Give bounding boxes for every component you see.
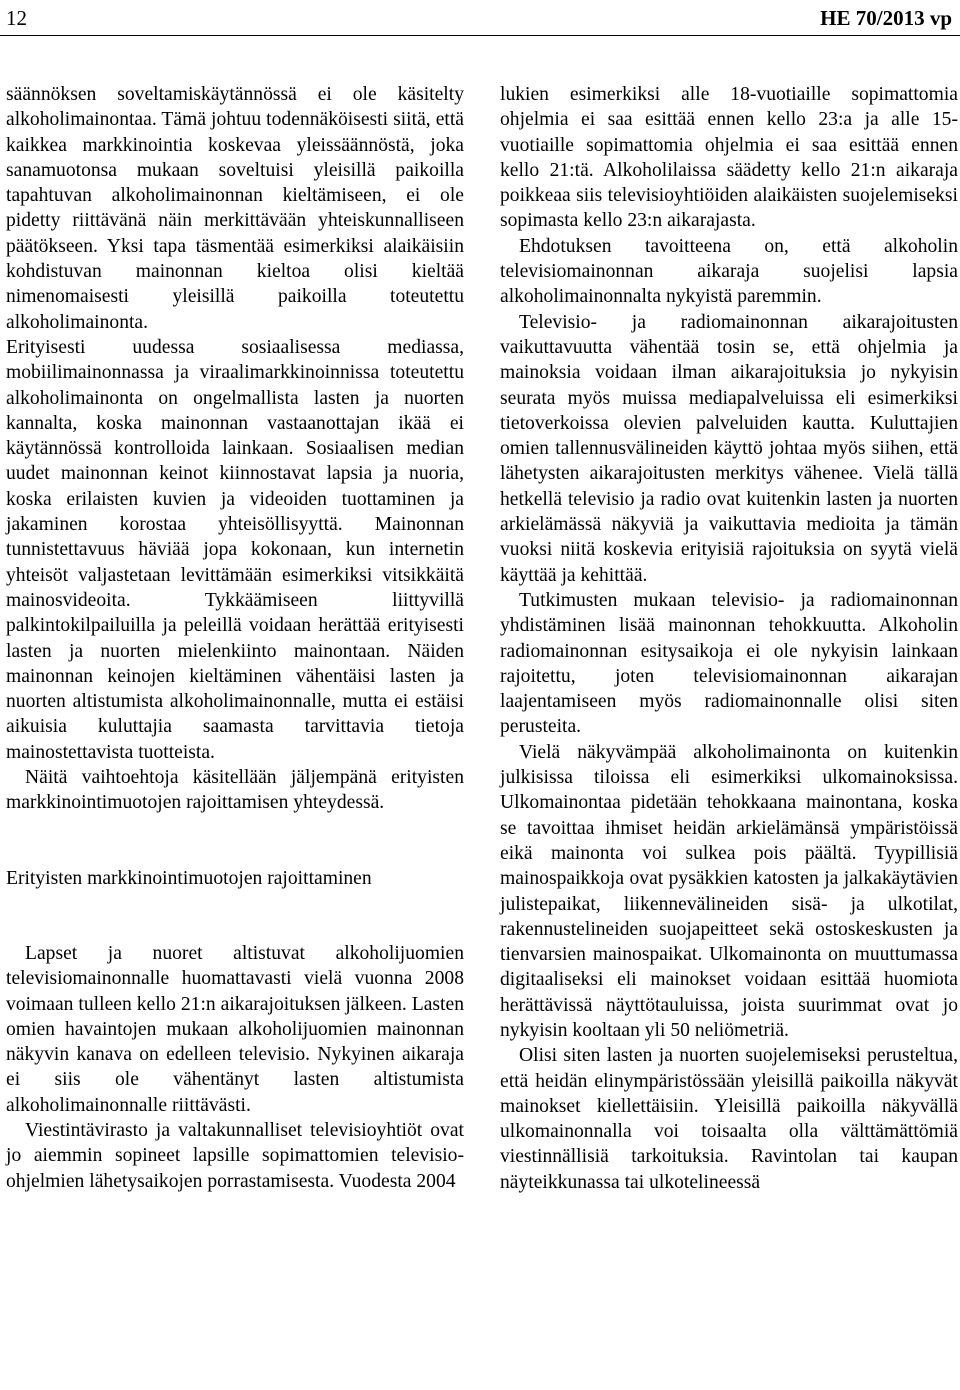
page-number: 12 — [6, 6, 27, 30]
paragraph: Ehdotuksen tavoitteena on, että alkoholin televisiomainonnan aikaraja suojelisi lapsia alkoholimainonnalta nykyistä paremmin. — [500, 235, 958, 308]
page-header — [0, 0, 960, 40]
paragraph: Lapset ja nuoret altistuvat alkoholijuomien televisiomainonnalle huomattavasti vielä vuonna 2008 voimaan tulleen kello 21:n aikarajoituksen jälkeen. Lasten omien havaintojen mukaan alkoholijuomien mainonnan näkyvin kanava on edelleen televisio. Nykyinen aikaraja ei siis ole vähentänyt lasten altistumista alkoholimainonnalle riittävästi. — [6, 942, 464, 1116]
paragraph: Näitä vaihtoehtoja käsitellään jäljempänä erityisten markkinointimuotojen rajoittamisen yhteydessä. — [6, 767, 464, 814]
paragraph: Vielä näkyvämpää alkoholimainonta on kuitenkin julkisissa tiloissa eli esimerkiksi ulkomainoksissa. Ulkomainontaa pidetään tehokkaana mainontana, koska se tavoittaa ihmiset heidän arkielämänsä ympäristöissä eikä mainonta voi sulkea pois päältä. Tyypillisiä mainospaikkoja ovat pysäkkien katosten ja jalkakäytävien julistepaikat, liikennevälineiden sisä- ja ulkotilat, rakennustelineiden suojapeitteet sekä ostoskeskusten ja tienvarsien mainospaikat. Ulkomainonta on muuttumassa digitaaliseksi eli mainokset voidaan esittää huomiota herättävissä näyttötauluissa, joista suurimmat ovat jo nykyisin kooltaan yli 50 neliömetriä. — [500, 741, 958, 1041]
left-column — [6, 82, 464, 1194]
paragraph: Tutkimusten mukaan televisio- ja radiomainonnan yhdistäminen lisää mainonnan tehokkuutta. Alkoholin radiomainonnan esitysaikoja ei ole nykyisin lainkaan rajoitettu, joten televisiomainonnan aikarajan laajentamiseen myös radiomainonnalle olisi siten perusteita. — [500, 589, 958, 738]
document-id: HE 70/2013 vp — [820, 6, 952, 30]
header-divider — [0, 35, 960, 36]
paragraph: Olisi siten lasten ja nuorten suojelemiseksi perusteltua, että heidän elinympäristössään yleisillä paikoilla näkyvät mainokset kiellettäisiin. Yleisillä paikoilla näkyvällä ulkomainonnalla voi toisaalta olla välttämättömiä viestinnällisiä tarkoituksia. Ravintolan tai kaupan näyteikkunassa tai ulkoteline​essä — [500, 1045, 958, 1193]
paragraph: Viestintävirasto ja valtakunnalliset televisioyhtiöt ovat jo aiemmin sopineet lapsille sopimattomien televisio-ohjelmien lähetysaikojen porrastamisesta. Vuodesta 2004 — [6, 1119, 464, 1192]
section-heading: Erityisten markkinointimuotojen rajoittaminen — [6, 867, 372, 889]
paragraph: Televisio- ja radiomainonnan aikarajoitusten vaikuttavuutta vähentää tosin se, että ohjelmia ja mainoksia voidaan ilman aikarajoituksia jo nykyisin seurata myös muissa mediapalveluissa eli esimerkiksi tietoverkoissa olevien palveluiden kautta. Kuluttajien omien tallennusvälineiden käyttö johtaa myös siihen, että lähetysten aikarajoitusten merkitys vähenee. Vielä tällä hetkellä televisio ja radio ovat kuitenkin lasten ja nuorten arkielämässä näkyviä ja vaikuttavia medioita ja tämän vuoksi niitä koskevia erityisiä rajoituksia on syytä vielä käyttää ja kehittää. — [500, 311, 958, 586]
paragraph: säännöksen soveltamiskäytännössä ei ole käsitelty alkoholimainontaa. Tämä johtuu todennäköisesti siitä, että kaikkea markkinointia koskevaa yleissäännöstä, joka sanamuotonsa mukaan soveltuisi yleisillä paikoilla tapahtuvan alkoholimainonnan kieltämiseen, ei ole pidetty riittävänä näin merkittävään yhteiskunnalliseen päätökseen. Yksi tapa täsmentää esimerkiksi alaikäisiin kohdistuvan mainonnan kieltoa olisi kieltää nimenomaisesti yleisillä paikoilla toteutettu alkoholimainonta. — [6, 84, 464, 333]
right-column — [500, 82, 958, 1195]
paragraph: Erityisesti uudessa sosiaalisessa mediassa, mobiilimainonnassa ja viraalimarkkinoinnissa toteutettu alkoholimainonta on ongelmallista lasten ja nuorten kannalta, koska mainonnan vastaanottajan ikää ei käytännössä kontrolloida lainkaan. Sosiaalisen median uudet mainonnan keinot kiinnostavat lapsia ja nuoria, koska erilaisten kuvien ja videoiden tuottaminen ja jakaminen korostaa yhteisöllisyyttä. Mainonnan tunnistettavuus häviää jopa kokonaan, kun internetin yhteisöt valjastetaan levittämään esimerkiksi vitsikkäitä mainosvideoita. Tykkäämiseen liittyvillä palkintokilpailuilla ja peleillä voidaan herättää erityisesti lasten ja nuorten mielenkiinto mainontaan. Näiden mainonnan keinojen kieltäminen vähentäisi lasten ja nuorten altistumista alkoholimainonnalle, mutta ei estäisi aikuisia kuluttajia saamasta tarvittavia tietoja mainostettavista tuotteista. — [6, 336, 464, 763]
paragraph: lukien esimerkiksi alle 18-vuotiaille sopimattomia ohjelmia ei saa esittää ennen kello 23:a ja alle 15-vuotiaille sopimattomia ohjelmia ei saa esittää ennen kello 21:tä. Alkoholilaissa säädetty kello 21:n aikaraja poikkeaa siis televisioyhtiöiden alaikäisten suojelemiseksi sopimasta kello 23:n aikarajasta. — [500, 84, 958, 232]
